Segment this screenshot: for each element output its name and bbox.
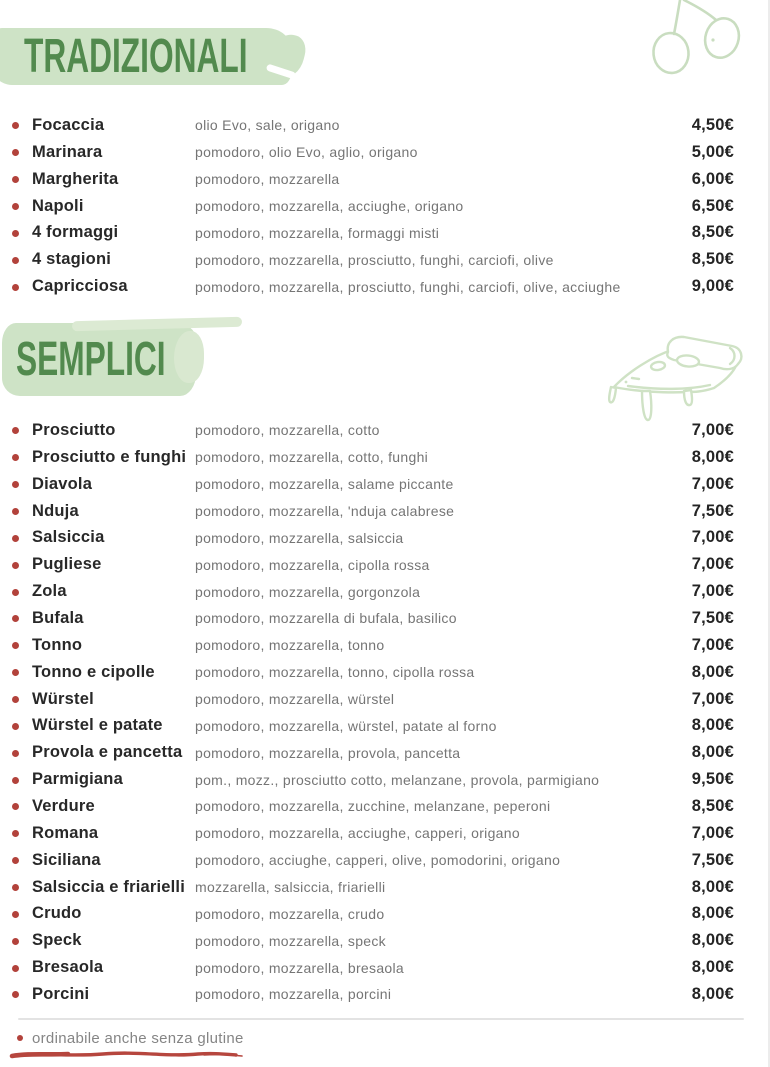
item-description: pomodoro, mozzarella, bresaola bbox=[195, 959, 404, 976]
bullet-icon bbox=[12, 777, 19, 784]
item-description: pomodoro, mozzarella, acciughe, capperi, origano bbox=[195, 825, 520, 842]
menu-item-row bbox=[0, 578, 768, 605]
item-price: 7,50€ bbox=[691, 501, 734, 520]
bullet-icon bbox=[12, 257, 19, 264]
item-name: Bufala bbox=[32, 608, 84, 627]
item-name: Würstel e patate bbox=[32, 716, 163, 735]
item-price: 6,00€ bbox=[691, 169, 734, 188]
item-description: pom., mozz., prosciutto cotto, melanzane, provola, parmigiano bbox=[195, 771, 600, 788]
menu-item-row bbox=[0, 193, 768, 220]
menu-item-row bbox=[0, 139, 768, 166]
item-description: pomodoro, mozzarella, tonno bbox=[195, 637, 385, 654]
menu-item-row bbox=[0, 954, 768, 981]
item-name: 4 stagioni bbox=[32, 250, 112, 269]
item-name: Prosciutto e funghi bbox=[32, 447, 187, 466]
item-description: pomodoro, mozzarella, salame piccante bbox=[195, 476, 454, 493]
bullet-icon bbox=[12, 203, 19, 210]
item-description: pomodoro, mozzarella, prosciutto, funghi, carciofi, olive, acciughe bbox=[195, 278, 621, 295]
bullet-icon bbox=[12, 830, 19, 837]
bullet-icon bbox=[17, 1035, 23, 1041]
item-price: 6,50€ bbox=[691, 196, 734, 215]
item-price: 7,00€ bbox=[691, 555, 734, 574]
item-price: 8,00€ bbox=[691, 743, 734, 762]
section-items bbox=[0, 112, 768, 300]
item-name: 4 formaggi bbox=[32, 223, 119, 242]
item-price: 9,00€ bbox=[691, 277, 734, 296]
menu-item-row bbox=[0, 686, 768, 713]
menu-item-row bbox=[0, 551, 768, 578]
menu-item-row bbox=[0, 471, 768, 498]
menu-item-row bbox=[0, 112, 768, 139]
bullet-icon bbox=[12, 669, 19, 676]
item-price: 5,00€ bbox=[691, 142, 734, 161]
section-title: TRADIZIONALI bbox=[24, 29, 248, 83]
footer-divider bbox=[18, 1018, 744, 1020]
item-name: Napoli bbox=[32, 196, 84, 215]
item-name: Crudo bbox=[32, 904, 82, 923]
item-price: 8,00€ bbox=[691, 662, 734, 681]
menu-section-tradizionali bbox=[0, 28, 768, 300]
menu-root bbox=[0, 28, 768, 1008]
bullet-icon bbox=[12, 481, 19, 488]
item-description: pomodoro, mozzarella, acciughe, origano bbox=[195, 198, 464, 214]
menu-item-row bbox=[0, 820, 768, 847]
item-name: Parmigiana bbox=[32, 770, 123, 789]
bullet-icon bbox=[12, 884, 19, 891]
item-name: Verdure bbox=[32, 796, 95, 815]
bullet-icon bbox=[12, 991, 19, 998]
item-price: 8,50€ bbox=[691, 250, 734, 269]
bullet-icon bbox=[12, 149, 19, 156]
item-description: pomodoro, mozzarella, zucchine, melanzane, peperoni bbox=[195, 798, 551, 815]
item-price: 8,00€ bbox=[691, 958, 734, 977]
item-name: Porcini bbox=[32, 984, 90, 1003]
menu-item-row bbox=[0, 632, 768, 659]
item-description: pomodoro, mozzarella bbox=[195, 171, 340, 188]
menu-item-row bbox=[0, 166, 768, 193]
item-name: Zola bbox=[32, 582, 67, 601]
bullet-icon bbox=[12, 938, 19, 945]
item-price: 8,00€ bbox=[691, 984, 734, 1003]
item-name: Tonno e cipolle bbox=[32, 662, 155, 681]
item-description: pomodoro, mozzarella, 'nduja calabrese bbox=[195, 503, 455, 520]
menu-item-row bbox=[0, 605, 768, 632]
item-description: pomodoro, mozzarella, cotto bbox=[195, 422, 380, 439]
bullet-icon bbox=[12, 696, 19, 703]
menu-item-row bbox=[0, 246, 768, 273]
item-description: pomodoro, mozzarella, salsiccia bbox=[195, 529, 404, 546]
item-description: pomodoro, mozzarella, porcini bbox=[195, 986, 392, 1003]
section-title: SEMPLICI bbox=[16, 332, 166, 386]
menu-item-row bbox=[0, 766, 768, 793]
item-price: 8,00€ bbox=[691, 447, 734, 466]
item-name: Bresaola bbox=[32, 958, 104, 977]
item-description: pomodoro, mozzarella, würstel bbox=[195, 691, 395, 708]
item-name: Tonno bbox=[32, 635, 83, 654]
item-description: pomodoro, mozzarella, prosciutto, funghi, carciofi, olive bbox=[195, 251, 554, 268]
bullet-icon bbox=[12, 535, 19, 542]
item-description: pomodoro, mozzarella, cotto, funghi bbox=[195, 449, 429, 466]
item-price: 4,50€ bbox=[691, 115, 734, 134]
footer-note-text: ordinabile anche senza glutine bbox=[32, 1029, 244, 1047]
bullet-icon bbox=[12, 176, 19, 183]
item-price: 7,00€ bbox=[691, 474, 734, 493]
item-name: Marinara bbox=[32, 142, 103, 161]
menu-item-row bbox=[0, 524, 768, 551]
menu-item-row bbox=[0, 739, 768, 766]
item-name: Salsiccia e friarielli bbox=[32, 877, 185, 896]
item-description: pomodoro, mozzarella, gorgonzola bbox=[195, 583, 421, 600]
item-price: 8,50€ bbox=[691, 223, 734, 242]
section-header bbox=[0, 323, 768, 396]
bullet-icon bbox=[12, 803, 19, 810]
footer-note bbox=[17, 1030, 768, 1047]
item-name: Margherita bbox=[32, 169, 119, 188]
item-price: 7,00€ bbox=[691, 582, 734, 601]
bullet-icon bbox=[12, 642, 19, 649]
item-name: Romana bbox=[32, 823, 99, 842]
item-description: pomodoro, mozzarella, crudo bbox=[195, 905, 385, 922]
item-name: Prosciutto bbox=[32, 420, 116, 439]
bullet-icon bbox=[12, 911, 19, 918]
item-name: Speck bbox=[32, 931, 82, 950]
item-description: pomodoro, acciughe, capperi, olive, pomodorini, origano bbox=[195, 852, 561, 869]
item-name: Würstel bbox=[32, 689, 94, 708]
item-name: Siciliana bbox=[32, 850, 101, 869]
item-price: 7,00€ bbox=[691, 689, 734, 708]
menu-item-row bbox=[0, 219, 768, 246]
menu-item-row bbox=[0, 874, 768, 901]
section-items bbox=[0, 417, 768, 1008]
menu-item-row bbox=[0, 273, 768, 300]
item-price: 8,50€ bbox=[691, 796, 734, 815]
red-underline-icon bbox=[8, 1049, 246, 1061]
menu-item-row bbox=[0, 659, 768, 686]
item-name: Focaccia bbox=[32, 115, 105, 134]
item-price: 7,50€ bbox=[691, 850, 734, 869]
bullet-icon bbox=[12, 589, 19, 596]
item-price: 7,00€ bbox=[691, 420, 734, 439]
item-name: Nduja bbox=[32, 501, 79, 520]
bullet-icon bbox=[12, 122, 19, 129]
bullet-icon bbox=[12, 230, 19, 237]
bullet-icon bbox=[12, 454, 19, 461]
item-name: Capricciosa bbox=[32, 277, 128, 296]
item-price: 7,00€ bbox=[691, 823, 734, 842]
item-description: olio Evo, sale, origano bbox=[195, 117, 340, 134]
item-description: pomodoro, mozzarella, tonno, cipolla rossa bbox=[195, 664, 475, 681]
item-price: 7,00€ bbox=[691, 635, 734, 654]
menu-item-row bbox=[0, 847, 768, 874]
item-name: Provola e pancetta bbox=[32, 743, 183, 762]
item-name: Salsiccia bbox=[32, 528, 105, 547]
menu-item-row bbox=[0, 981, 768, 1008]
bullet-icon bbox=[12, 615, 19, 622]
item-description: pomodoro, mozzarella, würstel, patate al forno bbox=[195, 717, 497, 734]
item-price: 8,00€ bbox=[691, 877, 734, 896]
item-description: mozzarella, salsiccia, friarielli bbox=[195, 879, 386, 896]
item-price: 8,00€ bbox=[691, 904, 734, 923]
menu-item-row bbox=[0, 793, 768, 820]
item-description: pomodoro, mozzarella, speck bbox=[195, 932, 386, 949]
bullet-icon bbox=[12, 427, 19, 434]
menu-item-row bbox=[0, 498, 768, 525]
bullet-icon bbox=[12, 562, 19, 569]
bullet-icon bbox=[12, 857, 19, 864]
item-description: pomodoro, mozzarella, formaggi misti bbox=[195, 224, 440, 241]
bullet-icon bbox=[12, 965, 19, 972]
item-name: Pugliese bbox=[32, 555, 102, 574]
item-price: 8,00€ bbox=[691, 931, 734, 950]
item-price: 7,00€ bbox=[691, 528, 734, 547]
menu-item-row bbox=[0, 444, 768, 471]
menu-item-row bbox=[0, 712, 768, 739]
item-description: pomodoro, mozzarella, provola, pancetta bbox=[195, 744, 461, 761]
menu-item-row bbox=[0, 927, 768, 954]
bullet-icon bbox=[12, 508, 19, 515]
item-description: pomodoro, olio Evo, aglio, origano bbox=[195, 144, 418, 161]
item-description: pomodoro, mozzarella, cipolla rossa bbox=[195, 556, 430, 573]
bullet-icon bbox=[12, 723, 19, 730]
section-header bbox=[0, 28, 768, 85]
menu-item-row bbox=[0, 900, 768, 927]
item-price: 7,50€ bbox=[691, 608, 734, 627]
bullet-icon bbox=[12, 284, 19, 291]
bullet-icon bbox=[12, 750, 19, 757]
item-name: Diavola bbox=[32, 474, 93, 493]
item-description: pomodoro, mozzarella di bufala, basilico bbox=[195, 610, 457, 627]
item-price: 9,50€ bbox=[691, 770, 734, 789]
item-price: 8,00€ bbox=[691, 716, 734, 735]
